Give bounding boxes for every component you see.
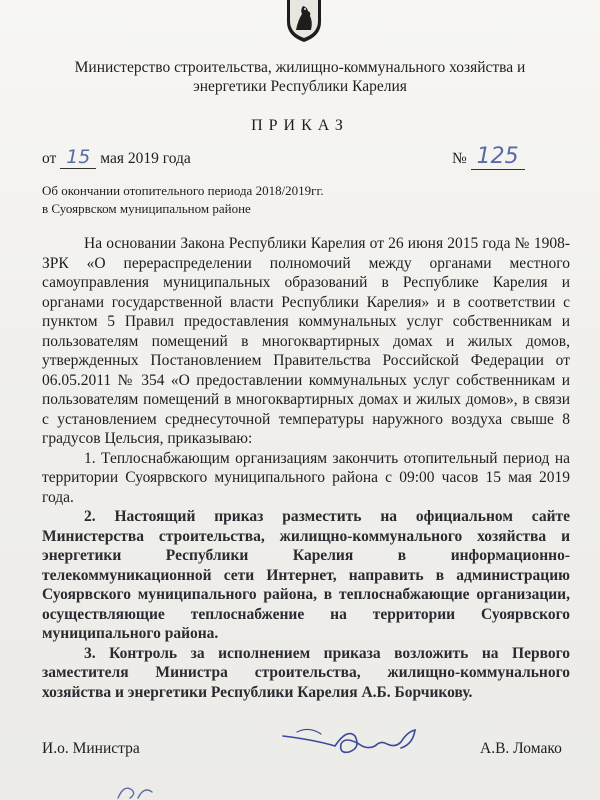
handwritten-signature-icon <box>275 718 425 763</box>
order-date <box>42 146 191 168</box>
ministry-name-line2: энергетики Республики Карелия <box>193 78 407 95</box>
karelia-coat-of-arms-icon <box>283 0 325 42</box>
order-body <box>42 234 570 702</box>
body-item-3: 3. Контроль за исполнением приказа возложить на Первого заместителя Министра строительства, жилищно-коммунального хозяйства и энергетики Республики Карелия А.Б. Борчикову. <box>42 644 570 701</box>
date-prefix: от <box>42 150 57 167</box>
number-handwritten: 125 <box>471 144 525 170</box>
subject-line2: в Суоярвском муниципальном районе <box>42 201 251 216</box>
body-item-1: 1. Теплоснабжающим организациям закончить отопительный период на территории Суоярвского муниципального района с 09:00 часов 15 мая 2019 года. <box>42 449 570 506</box>
signatory-name: А.В. Ломако <box>480 740 562 757</box>
date-day-handwritten: 15 <box>60 146 96 169</box>
order-number <box>452 144 525 169</box>
ministry-name-line1: Министерство строительства, жилищно-коммунального хозяйства и <box>74 59 526 76</box>
signatory-position: И.о. Министра <box>42 740 140 757</box>
number-sign: № <box>452 150 467 167</box>
order-title: ПРИКАЗ <box>251 117 349 134</box>
order-subject <box>42 182 324 218</box>
body-intro-paragraph: На основании Закона Республики Карелия от 26 июня 2015 года № 1908-ЗРК «О перераспределении полномочий между органами местного самоуправления муниципальных образований в Республике Карелия и органами государственной власти Республики Карелия» и в соответствии с пунктом 5 Правил предоставления коммунальных услуг собственникам и пользователям помещений в многоквартирных домах и жилых домов, утвержденных Постановлением Правительства Российской Федерации от 06.05.2011 № 354 «О предоставлении коммунальных услуг собственникам и пользователям помещений в многоквартирных домах и жилых домов», в связи с установлением среднесуточной температуры наружного воздуха свыше 8 градусов Цельсия, приказываю: <box>42 235 570 447</box>
subject-line1: Об окончании отопительного периода 2018/2019гг. <box>42 183 324 198</box>
handwritten-mark-icon <box>108 780 168 800</box>
body-item-2: 2. Настоящий приказ разместить на официальном сайте Министерства строительства, жилищно-коммунального хозяйства и энергетики Республики Карелия в информационно-телекоммуникационной сети Интернет, направить в администрацию Суоярвского муниципального района, в теплоснабжающие организации, осуществляющие теплоснабжение на территории Суоярвского муниципального района. <box>42 508 570 642</box>
ministry-name <box>40 58 560 96</box>
date-rest: мая 2019 года <box>100 150 191 167</box>
